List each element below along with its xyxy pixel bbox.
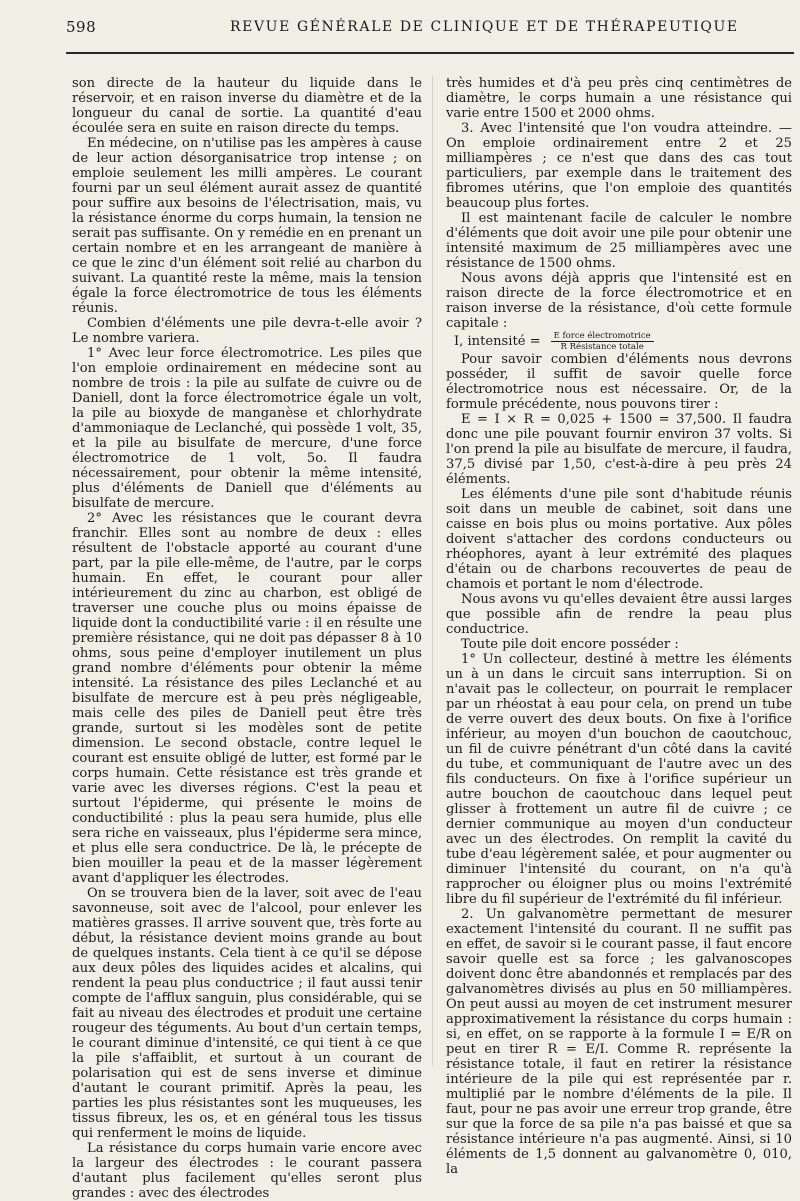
- paragraph: Nous avons vu qu'elles devaient être aussi larges que possible afin de rendre la peau plus conductrice.: [446, 592, 792, 637]
- paragraph: Il est maintenant facile de calculer le nombre d'éléments que doit avoir une pile pour obtenir une intensité maximum de 25 milliampères avec une résistance de 1500 ohms.: [446, 211, 792, 271]
- formula-denominator: R Résistance totale: [560, 342, 644, 352]
- paragraph: 2° Avec les résistances que le courant devra franchir. Elles sont au nombre de deux : elles résultent de l'obstacle apporté au courant d'une part, par la pile elle-même, de l'autre, par le corps humain. En effet, le courant pour aller intérieurement du zinc au charbon, est obligé de traverser une couche plus ou moins épaisse de liquide dont la conductibilité varie : il en résulte une première résistance, qui ne doit pas dépasser 8 à 10 ohms, sous peine d'employer inutilement un plus grand nombre d'éléments pour obtenir la même intensité. La résistance des piles Leclanché et au bisulfate de mercure est à peu près négligeable, mais celle des piles de Daniell peut être très grande, surtout si les modèles sont de petite dimension. Le second obstacle, contre lequel le courant est ensuite obligé de lutter, est formé par le corps humain. Cette résistance est très grande et varie avec les diverses régions. C'est la peau et surtout l'épiderme, qui présente le moins de conductibilité : plus la peau sera humide, plus elle sera riche en vaisseaux, plus l'épiderme sera mince, et plus elle sera conductrice. De là, le précepte de bien mouiller la peau et de la masser légèrement avant d'appliquer les électrodes.: [72, 511, 422, 886]
- paragraph: Les éléments d'une pile sont d'habitude réunis soit dans un meuble de cabinet, soit dans une caisse en bois plus ou moins portative. Aux pôles doivent s'attacher des cordons conducteurs ou rhéophores, ayant à leur extrémité des plaques d'étain ou de charbons recouvertes de peau de chamois et portant le nom d'électrode.: [446, 487, 792, 592]
- paragraph: Toute pile doit encore posséder :: [461, 637, 679, 652]
- paragraph: 2. Un galvanomètre permettant de mesurer exactement l'intensité du courant. Il ne suffit pas en effet, de savoir si le courant passe, il faut encore savoir quelle est sa force ; les galvanoscopes doivent donc être abandonnés et remplacés par des galvanomètres divisés au plus en 50 milliampères. On peut aussi au moyen de cet instrument mesurer approximativement la résistance du corps humain : si, en effet, on se rapporte à la formule I = E/R on peut en tirer R = E/I. Comme R. représente la résistance totale, il faut en retirer la résistance intérieure de la pile qui est représentée par r. multiplié par le nombre d'éléments de la pile. Il faut, pour ne pas avoir une erreur trop grande, être sur que la force de sa pile n'a pas baissé et que sa résistance intérieure n'a pas augmenté. Ainsi, si 10 éléments de 1,5 donnent au galvanomètre 0, 010, la: [446, 907, 792, 1177]
- right-column: [446, 76, 792, 1177]
- page-header: [66, 18, 792, 40]
- left-column: [72, 76, 422, 1201]
- paragraph: On se trouvera bien de la laver, soit avec de l'eau savonneuse, soit avec de l'alcool, pour enlever les matières grasses. Il arrive souvent que, très forte au début, la résistance devient moins grande au bout de quelques instants. Cela tient à ce qu'il se dépose aux deux pôles des liquides acides et alcalins, qui rendent la peau plus conductrice ; il faut aussi tenir compte de l'afflux sanguin, plus considérable, qui se fait au niveau des électrodes et produit une certaine rougeur des téguments. Au bout d'un certain temps, le courant diminue d'intensité, ce qui tient à ce que la pile s'affaiblit, et surtout à un courant de polarisation qui est de sens inverse et diminue d'autant le courant primitif. Après la peau, les parties les plus résistantes sont les muqueuses, les tissus fibreux, les os, et en général tous les tissus qui renferment le moins de liquide.: [72, 886, 422, 1141]
- formula-numerator: E force électromotrice: [551, 331, 654, 342]
- paragraph: très humides et d'à peu près cinq centimètres de diamètre, le corps humain a une résistance qui varie entre 1500 et 2000 ohms.: [446, 76, 792, 121]
- page-number: 598: [66, 18, 97, 36]
- paragraph: E = I × R = 0,025 + 1500 = 37,500. Il faudra donc une pile pouvant fournir environ 37 volts. Si l'on prend la pile au bisulfate de mercure, il faudra, 37,5 divisé par 1,50, c'est-à-dire à peu près 24 éléments.: [446, 412, 792, 487]
- paragraph: 1° Avec leur force électromotrice. Les piles que l'on emploie ordinairement en médecine sont au nombre de trois : la pile au sulfate de cuivre ou de Daniell, dont la force électromotrice égale un volt, la pile au bioxyde de manganèse et chlorhydrate d'ammoniaque de Leclanché, qui possède 1 volt, 35, et la pile au bisulfate de mercure, d'une force électromotrice de 1 volt, 5o. Il faudra nécessairement, pour obtenir la même intensité, plus d'éléments de Daniell que d'éléments au bisulfate de mercure.: [72, 346, 422, 511]
- paragraph: En médecine, on n'utilise pas les ampères à cause de leur action désorganisatrice trop intense ; on emploie seulement les milli ampères. Le courant fourni par un seul élément aurait assez de quantité pour suffire aux besoins de l'électrisation, mais, vu la résistance énorme du corps humain, la tension ne serait pas suffisante. On y remédie en en prenant un certain nombre et en les arrangeant de manière à ce que le zinc d'un élément soit relié au charbon du suivant. La quantité reste la même, mais la tension égale la force électromotrice de tous les éléments réunis.: [72, 136, 422, 316]
- running-title: REVUE GÉNÉRALE DE CLINIQUE ET DE THÉRAPEUTIQUE: [230, 19, 739, 35]
- paragraph: La résistance du corps humain varie encore avec la largeur des électrodes : le courant passera d'autant plus facilement qu'elles seront plus grandes : avec des électrodes: [72, 1141, 422, 1201]
- formula-lhs: I, intensité =: [454, 334, 541, 349]
- paragraph: 3. Avec l'intensité que l'on voudra atteindre. — On emploie ordinairement entre 2 et 25 milliampères ; ce n'est que dans des cas tout particuliers, par exemple dans le traitement des fibromes utérins, que l'on emploie des quantités beaucoup plus fortes.: [446, 121, 792, 211]
- paragraph: Combien d'éléments une pile devra-t-elle avoir ? Le nombre variera.: [72, 316, 422, 346]
- paragraph: son directe de la hauteur du liquide dans le réservoir, et en raison inverse du diamètre et de la longueur du canal de sortie. La quantité d'eau écoulée sera en suite en raison directe du temps.: [72, 76, 422, 136]
- formula-fraction: [551, 331, 654, 352]
- intensity-formula: [446, 331, 792, 352]
- paragraph: Pour savoir combien d'éléments nous devrons posséder, il suffit de savoir quelle force électromotrice nous est nécessaire. Or, de la formule précédente, nous pouvons tirer :: [446, 352, 792, 412]
- column-gutter: [432, 76, 433, 1066]
- paragraph: 1° Un collecteur, destiné à mettre les éléments un à un dans le circuit sans interruption. Si on n'avait pas le collecteur, on pourrait le remplacer par un rhéostat à eau pour cela, on prend un tube de verre ouvert des deux bouts. On fixe à l'orifice inférieur, au moyen d'un bouchon de caoutchouc, un fil de cuivre pénétrant d'un côté dans la cavité du tube, et communiquant de l'autre avec un des fils conducteurs. On fixe à l'orifice supérieur un autre bouchon de caoutchouc dans lequel peut glisser à frottement un autre fil de cuivre ; ce dernier communique au moyen d'un conducteur avec un des électrodes. On remplit la cavité du tube d'eau légèrement salée, et pour augmenter ou diminuer l'intensité du courant, on n'a qu'à rapprocher ou éloigner plus ou moins l'extrémité libre du fil supérieur de l'extrémité du fil inférieur.: [446, 652, 792, 907]
- paragraph: Nous avons déjà appris que l'intensité est en raison directe de la force électromotrice et en raison inverse de la résistance, d'où cette formule capitale :: [446, 271, 792, 331]
- header-rule: [66, 52, 794, 54]
